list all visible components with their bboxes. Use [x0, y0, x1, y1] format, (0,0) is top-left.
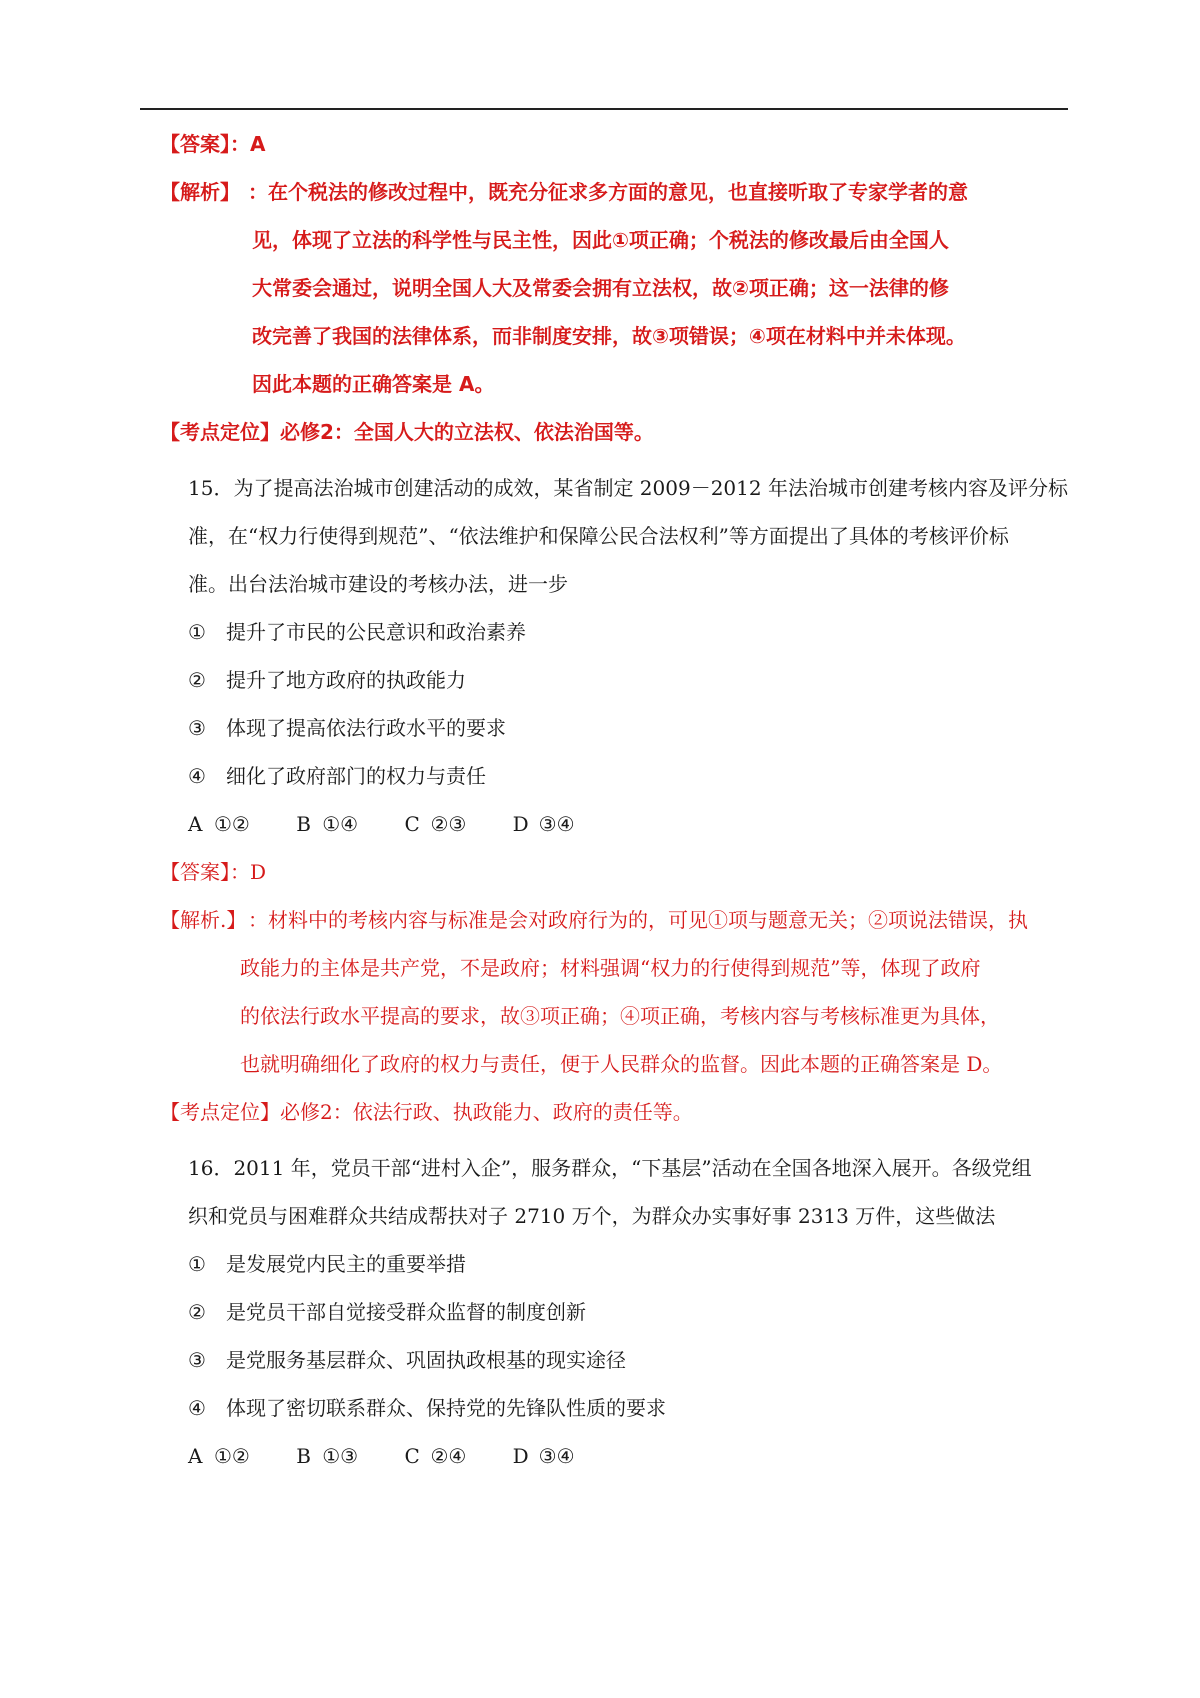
q15-answer-tag: 【答案】: [160, 860, 230, 884]
choice-a: A ①②: [188, 812, 250, 836]
q15-option: [188, 764, 486, 788]
option-text: 体现了密切联系群众、保持党的先锋队性质的要求: [226, 1396, 666, 1420]
prev-point-text: 必修2：全国人大的立法权、依法治国等。: [280, 420, 654, 444]
q15-analysis-line: 的依法行政水平提高的要求，故③项正确；④项正确，考核内容与考核标准更为具体，: [240, 1004, 1000, 1028]
prev-analysis-line: ：在个税法的修改过程中，既充分征求多方面的意见，也直接听取了专家学者的意: [248, 180, 968, 204]
prev-analysis-line: 大常委会通过，说明全国人大及常委会拥有立法权，故②项正确；这一法律的修: [252, 276, 949, 300]
choice-c: C ②④: [404, 1444, 467, 1468]
q16-option: [188, 1348, 626, 1372]
option-text: 是发展党内民主的重要举措: [226, 1252, 466, 1276]
q15-choices: [188, 812, 615, 836]
prev-answer: [160, 132, 265, 156]
prev-point: [160, 420, 654, 444]
q15-answer-value: ：D: [230, 860, 267, 884]
q15-stem-line: 15．为了提高法治城市创建活动的成效，某省制定 2009－2012 年法治城市创建考核内容及评分标: [188, 476, 1068, 500]
prev-answer-tag: 【答案】: [160, 132, 230, 156]
choice-b: B ①④: [296, 812, 359, 836]
choice-c: C ②③: [404, 812, 467, 836]
q15-option: [188, 620, 526, 644]
prev-analysis-line: 改完善了我国的法律体系，而非制度安排，故③项错误；④项在材料中并未体现。: [252, 324, 966, 348]
q16-option: [188, 1300, 586, 1324]
option-number: ①: [188, 620, 206, 644]
option-number: ①: [188, 1252, 206, 1276]
option-number: ③: [188, 1348, 206, 1372]
q16-option: [188, 1396, 666, 1420]
prev-analysis-tag: 【解析】: [160, 180, 240, 204]
q15-analysis-line: 也就明确细化了政府的权力与责任，便于人民群众的监督。因此本题的正确答案是 D。: [240, 1052, 1003, 1076]
option-text: 提升了地方政府的执政能力: [226, 668, 466, 692]
q15-answer: [160, 860, 266, 884]
q16-stem-line: 16．2011 年，党员干部“进村入企”，服务群众，“下基层”活动在全国各地深入展开。各级党组: [188, 1156, 1032, 1180]
q15-analysis-tag: 【解析.】: [160, 908, 247, 932]
q16-option: [188, 1252, 466, 1276]
q15-stem-line: 准。出台法治城市建设的考核办法，进一步: [188, 572, 568, 596]
choice-b: B ①③: [296, 1444, 359, 1468]
option-text: 提升了市民的公民意识和政治素养: [226, 620, 526, 644]
prev-analysis-line: 见，体现了立法的科学性与民主性，因此①项正确；个税法的修改最后由全国人: [252, 228, 949, 252]
option-number: ②: [188, 668, 206, 692]
option-text: 细化了政府部门的权力与责任: [226, 764, 486, 788]
q15-point-tag: 【考点定位】: [160, 1100, 280, 1124]
q15-option: [188, 716, 506, 740]
option-number: ②: [188, 1300, 206, 1324]
option-text: 是党服务基层群众、巩固执政根基的现实途径: [226, 1348, 626, 1372]
prev-answer-value: ：A: [230, 132, 266, 156]
q15-analysis-line: 政能力的主体是共产党，不是政府；材料强调“权力的行使得到规范”等，体现了政府: [240, 956, 981, 980]
option-number: ④: [188, 764, 206, 788]
prev-point-tag: 【考点定位】: [160, 420, 280, 444]
q15-analysis-line: ：材料中的考核内容与标准是会对政府行为的，可见①项与题意无关；②项说法错误，执: [248, 908, 1028, 932]
option-number: ③: [188, 716, 206, 740]
q15-point: [160, 1100, 693, 1124]
choice-d: D ③④: [512, 1444, 575, 1468]
option-text: 体现了提高依法行政水平的要求: [226, 716, 506, 740]
q15-option: [188, 668, 466, 692]
q16-stem-line: 织和党员与困难群众共结成帮扶对子 2710 万个，为群众办实事好事 2313 万件，这些做法: [188, 1204, 996, 1228]
prev-analysis-line: 因此本题的正确答案是 A。: [252, 372, 495, 396]
choice-a: A ①②: [188, 1444, 250, 1468]
choice-d: D ③④: [512, 812, 575, 836]
option-text: 是党员干部自觉接受群众监督的制度创新: [226, 1300, 586, 1324]
q15-point-text: 必修2：依法行政、执政能力、政府的责任等。: [280, 1100, 693, 1124]
option-number: ④: [188, 1396, 206, 1420]
header-rule: [140, 108, 1068, 110]
q15-stem-line: 准，在“权力行使得到规范”、“依法维护和保障公民合法权利”等方面提出了具体的考核评价标: [188, 524, 1009, 548]
q16-choices: [188, 1444, 615, 1468]
